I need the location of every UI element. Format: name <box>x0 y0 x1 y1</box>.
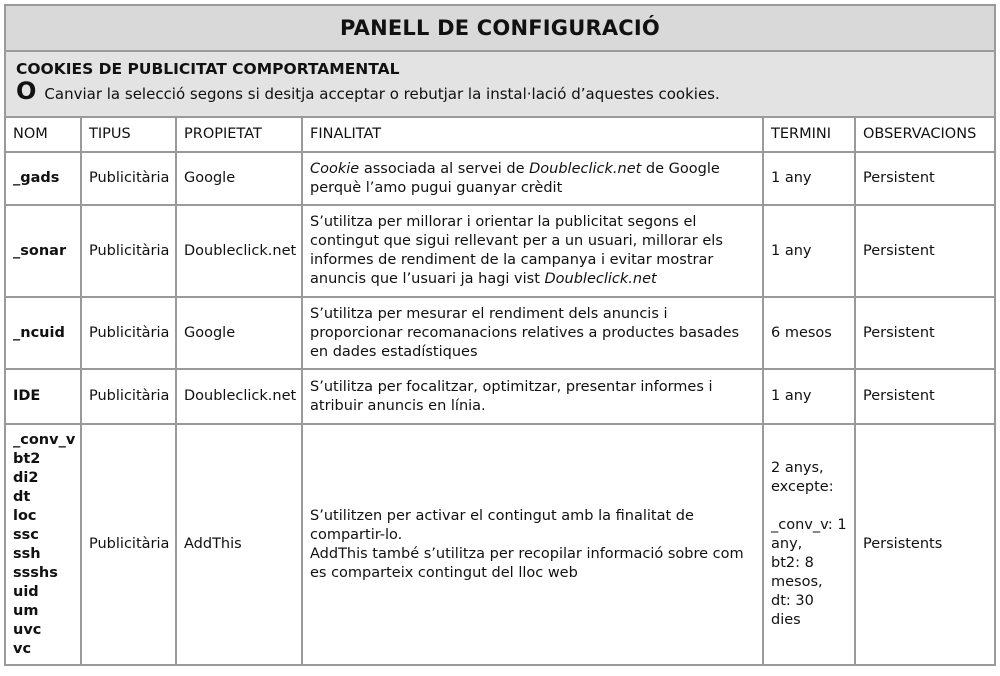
cookie-name: _gads <box>6 152 81 205</box>
cookie-type: Publicitària <box>81 424 176 664</box>
purpose-fragment: Cookie <box>310 160 360 177</box>
cookie-observation: Persistent <box>855 369 994 424</box>
cookie-term <box>763 424 855 664</box>
table-row <box>6 297 994 369</box>
purpose-fragment: Doubleclick.net <box>529 160 642 177</box>
term-line: _conv_v: 1 any, <box>771 517 847 552</box>
cookie-name: IDE <box>6 369 81 424</box>
table-row <box>6 152 994 205</box>
cookie-name: di2 <box>13 469 39 486</box>
purpose-fragment: S’utilitza per millorar i orientar la publicitat segons el contingut que sigui rellevant per a un usuari, millorar els informes de rendiment de la campanya i evitar mostrar anuncis que l’usuari ja hagi vist <box>310 214 723 287</box>
cookie-term: 6 mesos <box>763 297 855 369</box>
purpose-line: S’utilitzen per activar el contingut amb la finalitat de compartir-lo. <box>310 507 694 543</box>
cookie-purpose <box>302 205 763 297</box>
selection-row[interactable] <box>16 77 984 105</box>
cookie-type: Publicitària <box>81 152 176 205</box>
cookie-name: _sonar <box>6 205 81 297</box>
cookie-name: vc <box>13 640 32 657</box>
cookie-term: 1 any <box>763 369 855 424</box>
purpose-fragment: associada al servei de <box>359 160 530 177</box>
term-line: bt2: 8 mesos, <box>771 555 823 590</box>
cookie-name: _conv_v <box>13 431 76 448</box>
cookie-name: ssc <box>13 526 39 543</box>
cookie-name: um <box>13 602 39 619</box>
cookie-name: ssh <box>13 545 41 562</box>
cookie-purpose <box>302 152 763 205</box>
configuration-panel <box>4 4 996 666</box>
purpose-fragment: de Google perquè l’amo pugui guanyar crèdit <box>310 160 720 196</box>
cookie-observation: Persistent <box>855 205 994 297</box>
cookie-term: 1 any <box>763 205 855 297</box>
cookie-type: Publicitària <box>81 369 176 424</box>
cookie-owner: AddThis <box>176 424 302 664</box>
cookie-observation: Persistent <box>855 297 994 369</box>
cookie-observation: Persistents <box>855 424 994 664</box>
cookie-type: Publicitària <box>81 297 176 369</box>
cookie-owner: Google <box>176 297 302 369</box>
cookie-owner: Doubleclick.net <box>176 369 302 424</box>
cookie-name: uvc <box>13 621 42 638</box>
cookie-owner: Doubleclick.net <box>176 205 302 297</box>
panel-title: PANELL DE CONFIGURACIÓ <box>340 16 660 40</box>
cookie-owner: Google <box>176 152 302 205</box>
cookie-name: loc <box>13 507 37 524</box>
header-nom: NOM <box>6 118 81 152</box>
cookies-table <box>6 118 994 664</box>
cookie-section-header <box>6 52 994 118</box>
cookie-name-list <box>6 424 81 664</box>
cookie-name: dt <box>13 488 31 505</box>
header-tipus: TIPUS <box>81 118 176 152</box>
cookie-observation: Persistent <box>855 152 994 205</box>
cookie-type: Publicitària <box>81 205 176 297</box>
cookie-purpose: S’utilitza per mesurar el rendiment dels anuncis i proporcionar recomanacions relatives a productes basades en dades estadístiques <box>302 297 763 369</box>
header-finalitat: FINALITAT <box>302 118 763 152</box>
selection-toggle-icon[interactable]: O <box>16 77 37 105</box>
table-row <box>6 369 994 424</box>
cookie-name: bt2 <box>13 450 41 467</box>
section-heading: COOKIES DE PUBLICITAT COMPORTAMENTAL <box>16 60 400 78</box>
cookie-name: ssshs <box>13 564 58 581</box>
term-line: 2 anys, excepte: <box>771 460 834 495</box>
table-row <box>6 424 994 664</box>
cookie-name: uid <box>13 583 39 600</box>
purpose-line: AddThis també s’utilitza per recopilar informació sobre com es comparteix contingut del lloc web <box>310 545 744 581</box>
cookie-term: 1 any <box>763 152 855 205</box>
header-observacions: OBSERVACIONS <box>855 118 994 152</box>
term-line: dt: 30 dies <box>771 593 814 628</box>
header-propietat: PROPIETAT <box>176 118 302 152</box>
cookie-name: _ncuid <box>6 297 81 369</box>
cookie-purpose <box>302 424 763 664</box>
table-row <box>6 205 994 297</box>
purpose-fragment: Doubleclick.net <box>544 271 657 287</box>
term-spacer <box>771 497 847 516</box>
selection-instruction: Canviar la selecció segons si desitja acceptar o rebutjar la instal·lació d’aquestes cookies. <box>44 85 720 103</box>
header-termini: TERMINI <box>763 118 855 152</box>
title-bar <box>6 6 994 52</box>
table-header-row <box>6 118 994 152</box>
cookie-purpose: S’utilitza per focalitzar, optimitzar, presentar informes i atribuir anuncis en línia. <box>302 369 763 424</box>
